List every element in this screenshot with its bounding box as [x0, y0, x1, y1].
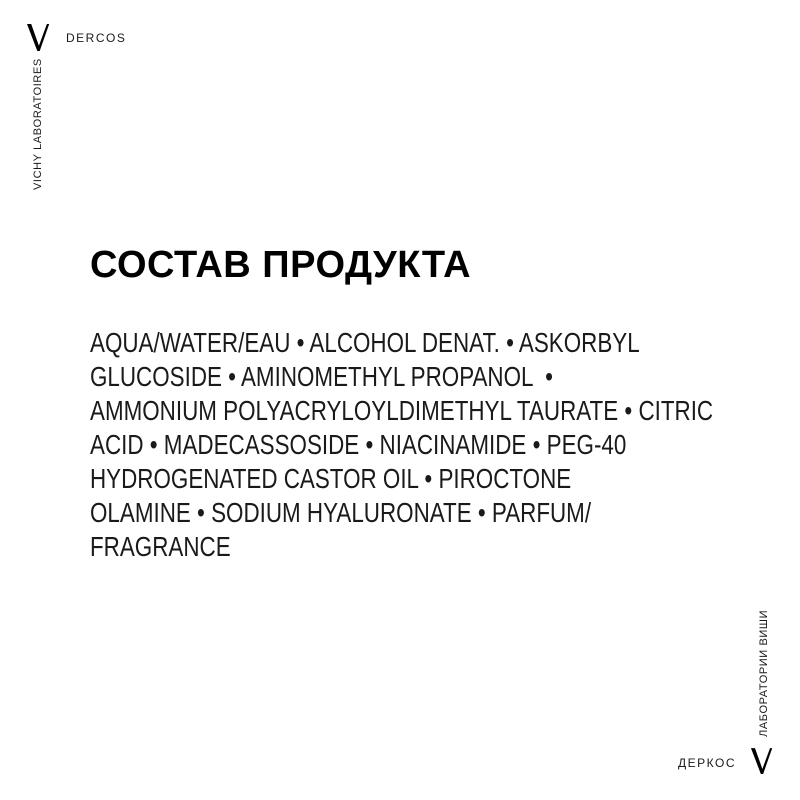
ingredients-line: GLUCOSIDE • AMINOMETHYL PROPANOL •: [90, 361, 553, 392]
ingredients-line: AMMONIUM POLYACRYLOYLDIMETHYL TAURATE • CITRIC: [90, 395, 714, 426]
page-title: СОСТАВ ПРОДУКТА: [90, 244, 472, 286]
ingredients-line: AQUA/WATER/EAU • ALCOHOL DENAT. • ASKORBYL: [90, 327, 640, 358]
vichy-laboratories-russian-vertical-label: ЛАБОРАТОРИИ ВИШИ: [758, 609, 770, 737]
ingredients-line: HYDROGENATED CASTOR OIL • PIROCTONE: [90, 463, 572, 494]
brand-dercos-label: DERCOS: [66, 31, 127, 45]
ingredients-line: OLAMINE • SODIUM HYALURONATE • PARFUM/: [90, 497, 592, 528]
ingredients-line: ACID • MADECASSOSIDE • NIACINAMIDE • PEG-40: [90, 429, 627, 460]
ingredients-line: FRAGRANCE: [90, 531, 231, 562]
vichy-v-icon: [750, 747, 773, 775]
vichy-laboratoires-vertical-label: VICHY LABORATOIRES: [32, 58, 44, 190]
vichy-v-icon: [26, 24, 50, 51]
ingredients-list: [90, 326, 800, 564]
brand-dercos-russian-label: ДЕРКОС: [678, 756, 736, 770]
